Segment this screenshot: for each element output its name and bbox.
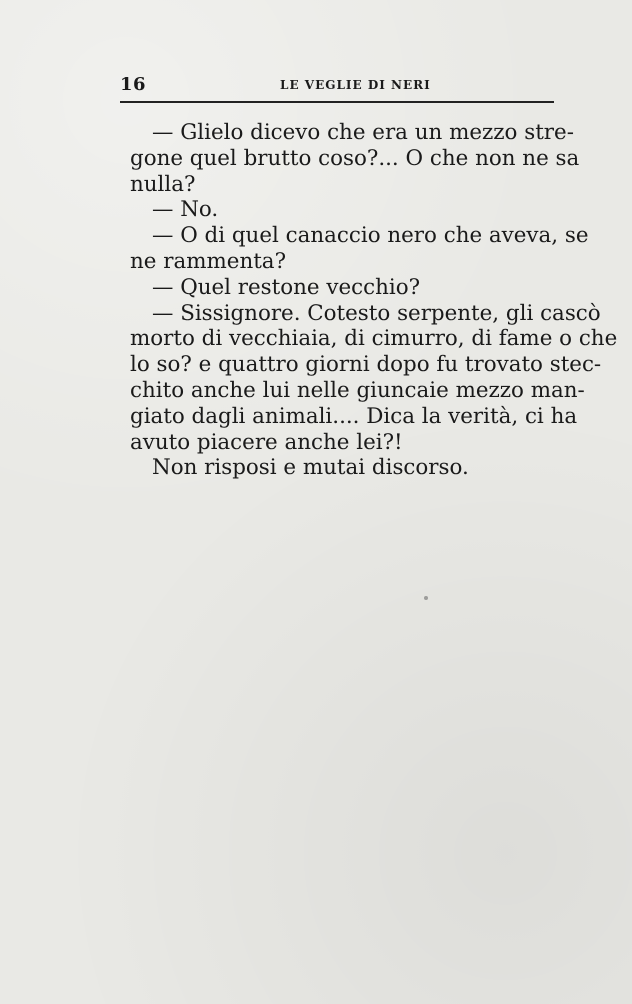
- page-number: 16: [120, 74, 147, 95]
- text-line: giato dagli animali.... Dica la verità, ci ha: [130, 403, 578, 429]
- text-line: chito anche lui nelle giuncaie mezzo man-: [130, 377, 585, 403]
- text-line: — Glielo dicevo che era un mezzo stre-: [152, 120, 574, 145]
- text-line: Non risposi e mutai discorso.: [152, 455, 469, 481]
- body-text: [130, 120, 618, 481]
- text-line: — O di quel canaccio nero che aveva, se: [152, 223, 589, 249]
- running-title: LE VEGLIE DI NERI: [280, 78, 431, 92]
- text-line: nulla?: [130, 171, 196, 197]
- text-line: — Sissignore. Cotesto serpente, gli cascò: [152, 300, 601, 326]
- text-line: — No.: [152, 197, 219, 223]
- text-line: ne rammenta?: [130, 248, 287, 274]
- text-line: avuto piacere anche lei?!: [130, 429, 403, 455]
- text-line: morto di vecchiaia, di cimurro, di fame o che: [130, 326, 618, 352]
- page-header: [120, 74, 552, 98]
- text-line: lo so? e quattro giorni dopo fu trovato stec-: [130, 352, 602, 378]
- text-line: — Quel restone vecchio?: [152, 274, 421, 300]
- paper-speck: [424, 596, 428, 600]
- text-line: gone quel brutto coso?... O che non ne sa: [130, 145, 580, 171]
- header-rule: [120, 101, 554, 103]
